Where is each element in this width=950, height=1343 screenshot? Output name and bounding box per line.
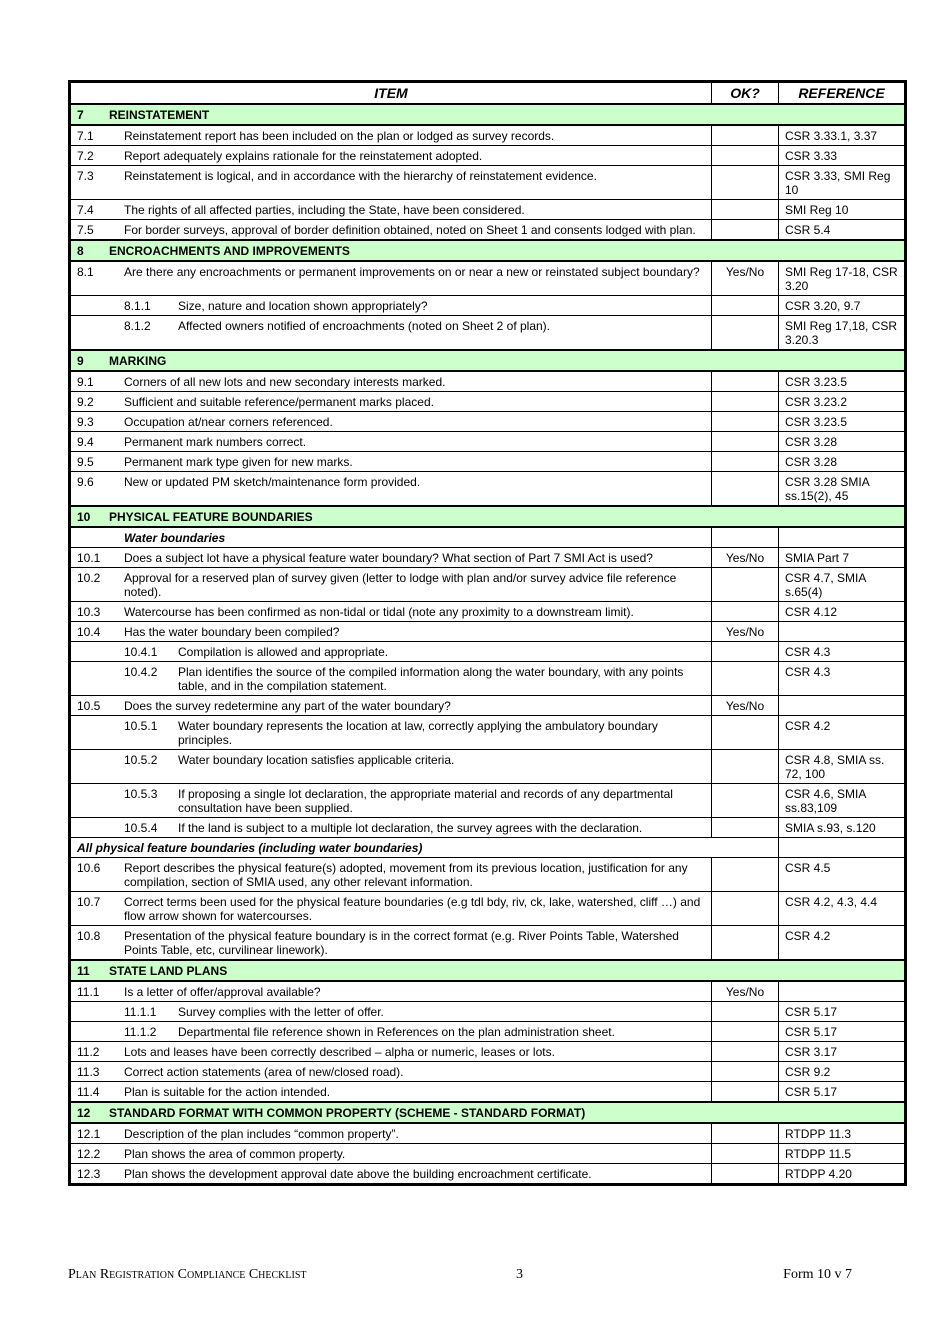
ok-cell[interactable] bbox=[712, 166, 779, 200]
ok-cell[interactable] bbox=[712, 662, 779, 696]
reference-cell: SMI Reg 10 bbox=[779, 200, 906, 220]
item-cell bbox=[70, 716, 712, 750]
sub-item-number: 10.5.3 bbox=[124, 787, 158, 801]
item-number: 9.2 bbox=[77, 395, 94, 409]
reference-cell bbox=[779, 696, 906, 716]
section-header-row bbox=[70, 240, 906, 261]
ok-cell[interactable] bbox=[712, 125, 779, 146]
item-cell bbox=[70, 1123, 712, 1144]
ok-cell[interactable] bbox=[712, 316, 779, 351]
item-text: Has the water boundary been compiled? bbox=[124, 625, 340, 639]
sub-item-text: If the land is subject to a multiple lot declaration, the survey agrees with the declaration. bbox=[178, 821, 643, 835]
sub-item-number: 8.1.1 bbox=[124, 299, 151, 313]
checklist-body bbox=[70, 104, 906, 1185]
ok-cell[interactable] bbox=[712, 1144, 779, 1164]
reference-cell: CSR 4.2 bbox=[779, 926, 906, 961]
item-number: 12.2 bbox=[77, 1147, 101, 1161]
ok-cell[interactable] bbox=[712, 371, 779, 392]
table-row bbox=[70, 1144, 906, 1164]
ok-cell[interactable] bbox=[712, 926, 779, 961]
table-row bbox=[70, 200, 906, 220]
item-cell bbox=[70, 392, 712, 412]
reference-cell: CSR 3.28 bbox=[779, 432, 906, 452]
item-number: 11.1 bbox=[77, 985, 100, 999]
item-cell bbox=[70, 750, 712, 784]
section-header bbox=[70, 350, 906, 371]
reference-cell: CSR 3.33 bbox=[779, 146, 906, 166]
ok-cell[interactable] bbox=[712, 784, 779, 818]
reference-cell bbox=[779, 838, 906, 858]
item-cell bbox=[70, 166, 712, 200]
item-cell bbox=[70, 125, 712, 146]
item-cell bbox=[70, 622, 712, 642]
section-header-row bbox=[70, 506, 906, 527]
reference-cell: SMI Reg 17-18, CSR 3.20 bbox=[779, 261, 906, 296]
item-cell bbox=[70, 261, 712, 296]
reference-cell bbox=[779, 622, 906, 642]
section-header-row bbox=[70, 1102, 906, 1123]
item-cell bbox=[70, 1002, 712, 1022]
item-cell bbox=[70, 784, 712, 818]
sub-item-text: Plan identifies the source of the compiled information along the water boundary, with any points table, and in the compilation statement. bbox=[178, 665, 684, 693]
ok-cell[interactable] bbox=[712, 1082, 779, 1103]
reference-cell: CSR 3.28 bbox=[779, 452, 906, 472]
ok-cell[interactable] bbox=[712, 892, 779, 926]
reference-cell: CSR 4.5 bbox=[779, 858, 906, 892]
item-text: Report describes the physical feature(s) adopted, movement from its previous location, justification for any compilation, section of SMIA used, any other relevant information. bbox=[124, 861, 688, 889]
table-row bbox=[70, 1042, 906, 1062]
page-footer bbox=[68, 1267, 852, 1287]
item-cell bbox=[70, 858, 712, 892]
item-number: 7.3 bbox=[77, 169, 94, 183]
item-text: Correct action statements (area of new/closed road). bbox=[124, 1065, 404, 1079]
sub-item-text: Water boundary represents the location at law, correctly applying the ambulatory boundary principles. bbox=[178, 719, 658, 747]
reference-cell: CSR 3.28 SMIA ss.15(2), 45 bbox=[779, 472, 906, 507]
section-header-row bbox=[70, 104, 906, 125]
table-row bbox=[70, 412, 906, 432]
reference-cell bbox=[779, 981, 906, 1002]
reference-cell: RTDPP 11.5 bbox=[779, 1144, 906, 1164]
section-header bbox=[70, 1102, 906, 1123]
item-number: 10.4 bbox=[77, 625, 101, 639]
reference-cell: CSR 4.12 bbox=[779, 602, 906, 622]
item-cell bbox=[70, 472, 712, 507]
item-number: 11.4 bbox=[77, 1085, 100, 1099]
reference-cell: CSR 4.7, SMIA s.65(4) bbox=[779, 568, 906, 602]
item-text: For border surveys, approval of border definition obtained, noted on Sheet 1 and consents lodged with plan. bbox=[124, 223, 696, 237]
sub-item-text: Size, nature and location shown appropriately? bbox=[178, 299, 428, 313]
table-row bbox=[70, 220, 906, 241]
table-row bbox=[70, 261, 906, 296]
item-cell bbox=[70, 892, 712, 926]
table-row bbox=[70, 784, 906, 818]
item-cell bbox=[70, 981, 712, 1002]
ok-cell[interactable] bbox=[712, 1062, 779, 1082]
item-cell bbox=[70, 220, 712, 241]
sub-item-text: Water boundary location satisfies applicable criteria. bbox=[178, 753, 455, 767]
section-number: 10 bbox=[77, 510, 91, 524]
sub-item-number: 8.1.2 bbox=[124, 319, 151, 333]
ok-cell[interactable] bbox=[712, 750, 779, 784]
item-cell bbox=[70, 316, 712, 351]
header-reference: REFERENCE bbox=[779, 82, 906, 105]
item-text: Description of the plan includes “common property”. bbox=[124, 1127, 399, 1141]
item-text: Reinstatement is logical, and in accordance with the hierarchy of reinstatement evidence. bbox=[124, 169, 597, 183]
sub-item-text: If proposing a single lot declaration, the appropriate material and records of any departmental consultation have been supplied. bbox=[178, 787, 673, 815]
item-number: 10.1 bbox=[77, 551, 101, 565]
header-item: ITEM bbox=[70, 82, 712, 105]
ok-cell[interactable] bbox=[712, 818, 779, 838]
table-row bbox=[70, 926, 906, 961]
reference-cell: CSR 4.2 bbox=[779, 716, 906, 750]
reference-cell: CSR 3.23.5 bbox=[779, 371, 906, 392]
item-number: 7.5 bbox=[77, 223, 94, 237]
item-number: 11.2 bbox=[77, 1045, 100, 1059]
footer-form-version: Form 10 v 7 bbox=[783, 1267, 852, 1282]
sub-item-number: 10.5.1 bbox=[124, 719, 158, 733]
item-cell bbox=[70, 662, 712, 696]
item-number: 10.3 bbox=[77, 605, 101, 619]
footer-title: Plan Registration Compliance Checklist bbox=[68, 1267, 307, 1282]
table-row bbox=[70, 296, 906, 316]
reference-cell: CSR 3.33.1, 3.37 bbox=[779, 125, 906, 146]
table-row bbox=[70, 716, 906, 750]
item-text: Corners of all new lots and new secondary interests marked. bbox=[124, 375, 446, 389]
table-row bbox=[70, 602, 906, 622]
sub-item-number: 10.4.2 bbox=[124, 665, 158, 679]
section-header-row bbox=[70, 960, 906, 981]
footer-page-number: 3 bbox=[516, 1267, 523, 1282]
section-title: MARKING bbox=[109, 354, 167, 368]
item-number: 10.2 bbox=[77, 571, 101, 585]
table-row bbox=[70, 696, 906, 716]
item-number: 9.6 bbox=[77, 475, 94, 489]
table-row bbox=[70, 1002, 906, 1022]
ok-cell[interactable] bbox=[712, 858, 779, 892]
ok-cell[interactable] bbox=[712, 1123, 779, 1144]
sub-item-text: Affected owners notified of encroachments (noted on Sheet 2 of plan). bbox=[178, 319, 551, 333]
reference-cell: CSR 4.3 bbox=[779, 642, 906, 662]
item-number: 9.3 bbox=[77, 415, 94, 429]
table-row bbox=[70, 642, 906, 662]
section-number: 12 bbox=[77, 1106, 91, 1120]
section-title: STATE LAND PLANS bbox=[109, 964, 228, 978]
reference-cell bbox=[779, 527, 906, 548]
table-row bbox=[70, 527, 906, 548]
item-text: Lots and leases have been correctly described – alpha or numeric, leases or lots. bbox=[124, 1045, 555, 1059]
section-header bbox=[70, 104, 906, 125]
table-row bbox=[70, 1062, 906, 1082]
reference-cell: CSR 3.23.5 bbox=[779, 412, 906, 432]
item-cell bbox=[70, 696, 712, 716]
item-text: Does the survey redetermine any part of the water boundary? bbox=[124, 699, 451, 713]
item-cell bbox=[70, 1042, 712, 1062]
item-cell bbox=[70, 548, 712, 568]
table-row bbox=[70, 892, 906, 926]
ok-cell[interactable] bbox=[712, 472, 779, 507]
table-row bbox=[70, 316, 906, 351]
item-number: 12.1 bbox=[77, 1127, 101, 1141]
reference-cell: CSR 5.17 bbox=[779, 1022, 906, 1042]
section-header-row bbox=[70, 350, 906, 371]
ok-cell[interactable] bbox=[712, 716, 779, 750]
table-row bbox=[70, 371, 906, 392]
table-row bbox=[70, 622, 906, 642]
ok-cell[interactable] bbox=[712, 146, 779, 166]
item-cell bbox=[70, 432, 712, 452]
table-row bbox=[70, 432, 906, 452]
header-ok: OK? bbox=[712, 82, 779, 105]
item-text: Correct terms been used for the physical feature boundaries (e.g tdl bdy, riv, ck, lake, watershed, cliff …) and flow arrow shown for watercourses. bbox=[124, 895, 701, 923]
reference-cell: CSR 3.33, SMI Reg 10 bbox=[779, 166, 906, 200]
item-cell bbox=[70, 412, 712, 432]
reference-cell: RTDPP 4.20 bbox=[779, 1164, 906, 1185]
item-text: Plan shows the development approval date above the building encroachment certificate. bbox=[124, 1167, 592, 1181]
ok-cell[interactable]: Yes/No bbox=[712, 696, 779, 716]
sub-item-text: Departmental file reference shown in References on the plan administration sheet. bbox=[178, 1025, 615, 1039]
ok-cell[interactable] bbox=[712, 568, 779, 602]
section-number: 11 bbox=[77, 964, 90, 978]
ok-cell[interactable] bbox=[712, 412, 779, 432]
item-cell bbox=[70, 146, 712, 166]
sub-item-number: 11.1.1 bbox=[124, 1005, 157, 1019]
item-cell bbox=[70, 1082, 712, 1103]
subsection-heading bbox=[70, 838, 779, 858]
item-cell bbox=[70, 642, 712, 662]
section-header bbox=[70, 506, 906, 527]
table-row bbox=[70, 1082, 906, 1103]
table-row bbox=[70, 392, 906, 412]
table-row bbox=[70, 1123, 906, 1144]
table-row bbox=[70, 548, 906, 568]
sub-item-number: 10.5.2 bbox=[124, 753, 158, 767]
table-row bbox=[70, 1022, 906, 1042]
item-cell bbox=[70, 371, 712, 392]
table-row bbox=[70, 1164, 906, 1185]
reference-cell: SMI Reg 17,18, CSR 3.20.3 bbox=[779, 316, 906, 351]
item-text: Presentation of the physical feature boundary is in the correct format (e.g. River Points Table, Watershed Points Table, etc, curvilinear linework). bbox=[124, 929, 679, 957]
table-row bbox=[70, 981, 906, 1002]
ok-cell[interactable] bbox=[712, 392, 779, 412]
item-text: The rights of all affected parties, including the State, have been considered. bbox=[124, 203, 525, 217]
item-cell bbox=[70, 926, 712, 961]
ok-cell[interactable] bbox=[712, 432, 779, 452]
table-row bbox=[70, 146, 906, 166]
table-row bbox=[70, 166, 906, 200]
section-title: STANDARD FORMAT WITH COMMON PROPERTY (SCHEME - STANDARD FORMAT) bbox=[109, 1106, 586, 1120]
ok-cell[interactable] bbox=[712, 602, 779, 622]
item-text: Plan is suitable for the action intended. bbox=[124, 1085, 331, 1099]
ok-cell[interactable] bbox=[712, 200, 779, 220]
item-cell bbox=[70, 1062, 712, 1082]
subsection-heading bbox=[70, 527, 712, 548]
ok-cell[interactable] bbox=[712, 1002, 779, 1022]
table-row bbox=[70, 838, 906, 858]
reference-cell: CSR 4.8, SMIA ss. 72, 100 bbox=[779, 750, 906, 784]
reference-cell: CSR 5.4 bbox=[779, 220, 906, 241]
item-number: 9.4 bbox=[77, 435, 94, 449]
item-text: Report adequately explains rationale for the reinstatement adopted. bbox=[124, 149, 483, 163]
item-cell bbox=[70, 1164, 712, 1185]
item-cell bbox=[70, 568, 712, 602]
ok-cell[interactable] bbox=[712, 1042, 779, 1062]
sub-item-number: 10.4.1 bbox=[124, 645, 158, 659]
table-row bbox=[70, 858, 906, 892]
item-number: 7.2 bbox=[77, 149, 94, 163]
ok-cell[interactable] bbox=[712, 452, 779, 472]
item-cell bbox=[70, 1022, 712, 1042]
ok-cell[interactable] bbox=[712, 220, 779, 241]
item-number: 9.1 bbox=[77, 375, 94, 389]
item-text: Watercourse has been confirmed as non-tidal or tidal (note any proximity to a downstream limit). bbox=[124, 605, 634, 619]
item-text: Sufficient and suitable reference/permanent marks placed. bbox=[124, 395, 434, 409]
section-number: 8 bbox=[77, 244, 84, 258]
item-text: Is a letter of offer/approval available? bbox=[124, 985, 321, 999]
item-number: 7.1 bbox=[77, 129, 94, 143]
item-number: 12.3 bbox=[77, 1167, 101, 1181]
ok-cell[interactable]: Yes/No bbox=[712, 261, 779, 296]
section-header bbox=[70, 240, 906, 261]
item-text: Are there any encroachments or permanent improvements on or near a new or reinstated subject boundary? bbox=[124, 265, 700, 279]
item-text: Permanent mark numbers correct. bbox=[124, 435, 307, 449]
reference-cell: CSR 9.2 bbox=[779, 1062, 906, 1082]
item-number: 11.3 bbox=[77, 1065, 100, 1079]
item-cell bbox=[70, 452, 712, 472]
item-number: 8.1 bbox=[77, 265, 94, 279]
section-title: ENCROACHMENTS AND IMPROVEMENTS bbox=[109, 244, 350, 258]
item-text: Does a subject lot have a physical feature water boundary? What section of Part 7 SMI Act is used? bbox=[124, 551, 653, 565]
item-text: Approval for a reserved plan of survey given (letter to lodge with plan and/or survey advice file reference noted). bbox=[124, 571, 677, 599]
table-header-row bbox=[70, 82, 906, 105]
item-number: 9.5 bbox=[77, 455, 94, 469]
section-number: 7 bbox=[77, 108, 84, 122]
ok-cell[interactable] bbox=[712, 1164, 779, 1185]
section-number: 9 bbox=[77, 354, 84, 368]
ok-cell[interactable] bbox=[712, 642, 779, 662]
item-text: Plan shows the area of common property. bbox=[124, 1147, 346, 1161]
sub-item-number: 11.1.2 bbox=[124, 1025, 157, 1039]
table-row bbox=[70, 750, 906, 784]
ok-cell[interactable]: Yes/No bbox=[712, 622, 779, 642]
reference-cell: CSR 3.23.2 bbox=[779, 392, 906, 412]
reference-cell: SMIA Part 7 bbox=[779, 548, 906, 568]
ok-cell bbox=[712, 527, 779, 548]
item-number: 10.7 bbox=[77, 895, 101, 909]
reference-cell: CSR 5.17 bbox=[779, 1082, 906, 1103]
section-title: REINSTATEMENT bbox=[109, 108, 210, 122]
item-cell bbox=[70, 1144, 712, 1164]
table-row bbox=[70, 818, 906, 838]
item-text: Permanent mark type given for new marks. bbox=[124, 455, 353, 469]
item-number: 10.8 bbox=[77, 929, 101, 943]
sub-item-text: Compilation is allowed and appropriate. bbox=[178, 645, 389, 659]
sub-item-text: Survey complies with the letter of offer. bbox=[178, 1005, 384, 1019]
section-header bbox=[70, 960, 906, 981]
item-number: 7.4 bbox=[77, 203, 94, 217]
reference-cell: RTDPP 11.3 bbox=[779, 1123, 906, 1144]
item-number: 10.5 bbox=[77, 699, 101, 713]
item-cell bbox=[70, 602, 712, 622]
subsection-heading-text: All physical feature boundaries (including water boundaries) bbox=[77, 841, 423, 855]
item-number: 10.6 bbox=[77, 861, 101, 875]
sub-item-number: 10.5.4 bbox=[124, 821, 158, 835]
subsection-heading-text: Water boundaries bbox=[124, 531, 226, 545]
item-cell bbox=[70, 200, 712, 220]
item-text: Occupation at/near corners referenced. bbox=[124, 415, 333, 429]
reference-cell: CSR 4.3 bbox=[779, 662, 906, 696]
section-title: PHYSICAL FEATURE BOUNDARIES bbox=[109, 510, 313, 524]
reference-cell: CSR 5.17 bbox=[779, 1002, 906, 1022]
item-text: New or updated PM sketch/maintenance form provided. bbox=[124, 475, 421, 489]
reference-cell: CSR 3.17 bbox=[779, 1042, 906, 1062]
reference-cell: CSR 4.6, SMIA ss.83,109 bbox=[779, 784, 906, 818]
table-row bbox=[70, 125, 906, 146]
reference-cell: CSR 3.20, 9.7 bbox=[779, 296, 906, 316]
item-cell bbox=[70, 296, 712, 316]
reference-cell: CSR 4.2, 4.3, 4.4 bbox=[779, 892, 906, 926]
ok-cell[interactable] bbox=[712, 1022, 779, 1042]
table-row bbox=[70, 568, 906, 602]
compliance-checklist-table bbox=[68, 80, 907, 1186]
ok-cell[interactable] bbox=[712, 296, 779, 316]
table-row bbox=[70, 472, 906, 507]
table-row bbox=[70, 452, 906, 472]
reference-cell: SMIA s.93, s.120 bbox=[779, 818, 906, 838]
ok-cell[interactable]: Yes/No bbox=[712, 981, 779, 1002]
ok-cell[interactable]: Yes/No bbox=[712, 548, 779, 568]
item-cell bbox=[70, 818, 712, 838]
table-row bbox=[70, 662, 906, 696]
item-text: Reinstatement report has been included on the plan or lodged as survey records. bbox=[124, 129, 555, 143]
